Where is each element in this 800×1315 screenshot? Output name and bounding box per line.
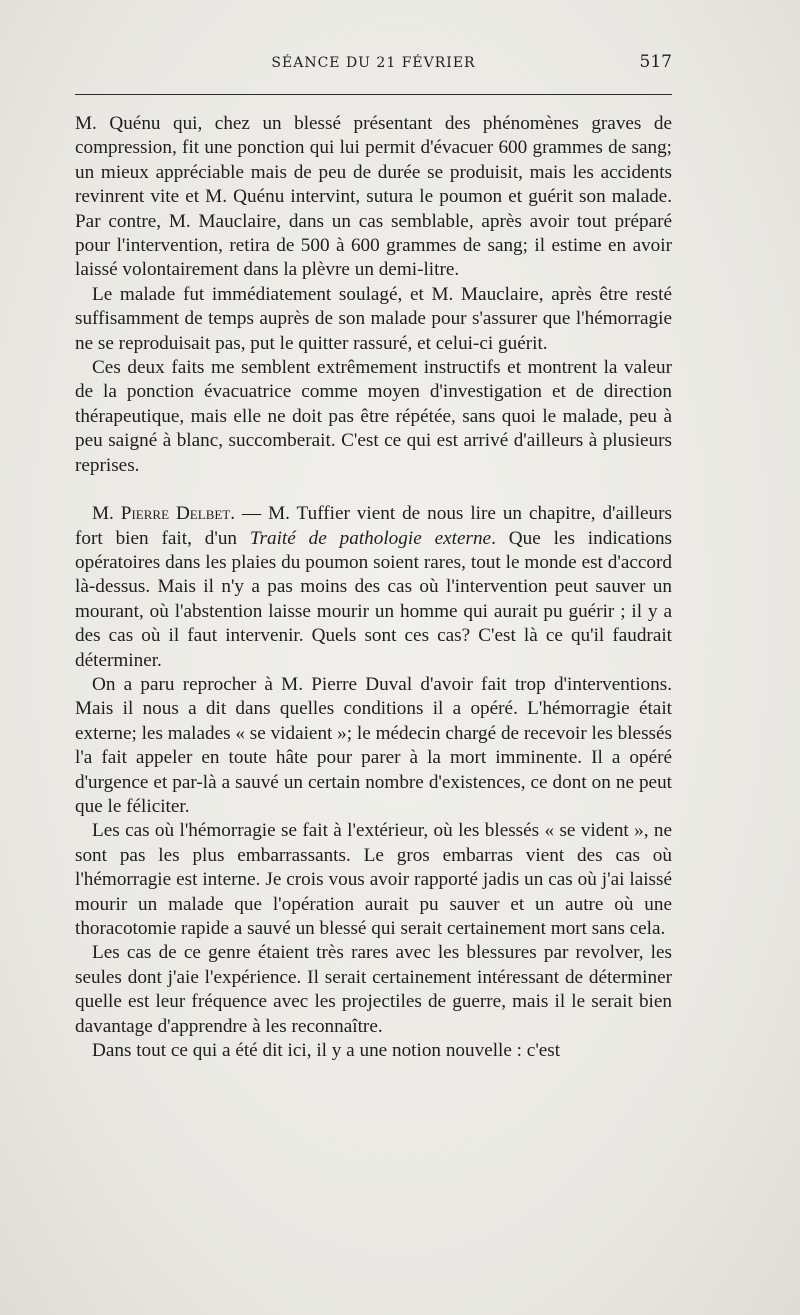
- speaker-prefix: M.: [92, 503, 121, 525]
- page-number: 517: [639, 52, 672, 72]
- paragraph-7: Les cas de ce genre étaient très rares avec les blessures par revolver, les seules dont j'aie l'expérience. Il serait certainement intéressant de déterminer quelle est leur fréquence avec les projectiles de guerre, mais il le serait bien davantage d'apprendre à les reconnaître.: [75, 942, 672, 1037]
- page-body: [75, 112, 672, 1063]
- paragraph-5: On a paru reprocher à M. Pierre Duval d'avoir fait trop d'interventions. Mais il nous a dit dans quelles conditions il a opéré. L'hémorragie était externe; les malades « se vidaient »; le médecin chargé de recevoir les blessés l'a fait appeler en toute hâte pour parer à la mort imminente. Il a opéré d'urgence et par-là a sauvé un certain nombre d'existences, ce dont on ne peut que le féliciter.: [75, 673, 672, 817]
- paragraph-4-text-a: . — M. Tuffier vient de nous lire un chapitre, d'ailleurs fort bien fait, d'un: [75, 503, 672, 549]
- paragraph-3: Ces deux faits me semblent extrêmement instructifs et montrent la valeur de la ponction évacuatrice comme moyen d'investigation et de direction thérapeutique, mais elle ne doit pas être répétée, sans quoi le malade, peu à peu saigné à blanc, succomberait. C'est ce qui est arrivé d'ailleurs à plusieurs reprises.: [75, 357, 672, 476]
- speaker-name: Pierre Delbet: [120, 503, 231, 525]
- paragraph-6: Les cas où l'hémorragie se fait à l'extérieur, où les blessés « se vident », ne sont pas les plus embarrassants. Le gros embarras vient des cas où l'hémorragie est interne. Je crois vous avoir rapporté jadis un cas où j'ai laissé mourir un malade que l'opération aurait pu sauver et un autre où une thoracotomie rapide a sauvé un blessé qui serait certainement mort sans cela.: [75, 820, 672, 939]
- paragraph-2: Le malade fut immédiatement soulagé, et M. Mauclaire, après être resté suffisamment de temps auprès de son malade pour s'assurer que l'hémorragie ne se reproduisait pas, put le quitter rassuré, et celui-ci guérit.: [75, 283, 672, 354]
- paragraph-4-text-b: . Que les indications opératoires dans les plaies du poumon soient rares, tout le monde est d'accord là-dessus. Mais il n'y a pas moins des cas où l'intervention peut sauver un mourant, où l'abstention laisse mourir un homme qui aurait pu guérir ; il y a des cas où il faut intervenir. Quels sont ces cas? C'est là ce qu'il faudrait déterminer.: [75, 527, 673, 671]
- paragraph-1: M. Quénu qui, chez un blessé présentant des phénomènes graves de compression, fit une ponction qui lui permit d'évacuer 600 grammes de sang; un mieux appréciable mais de peu de durée se produisit, mais les accidents revinrent vite et M. Quénu intervint, sutura le poumon et guérit son malade. Par contre, M. Mauclaire, dans un cas semblable, après avoir tout préparé pour l'intervention, retira de 500 à 600 grammes de sang; il estime en avoir laissé volontairement dans la plèvre un demi-litre.: [75, 113, 672, 281]
- paragraph-4: [75, 502, 672, 673]
- book-title: Traité de pathologie externe: [249, 527, 492, 549]
- running-head: SÉANCE DU 21 FÉVRIER: [271, 55, 476, 71]
- header-rule: [75, 94, 672, 95]
- paragraph-8: Dans tout ce qui a été dit ici, il y a une notion nouvelle : c'est: [92, 1040, 561, 1062]
- page-header: [75, 52, 672, 76]
